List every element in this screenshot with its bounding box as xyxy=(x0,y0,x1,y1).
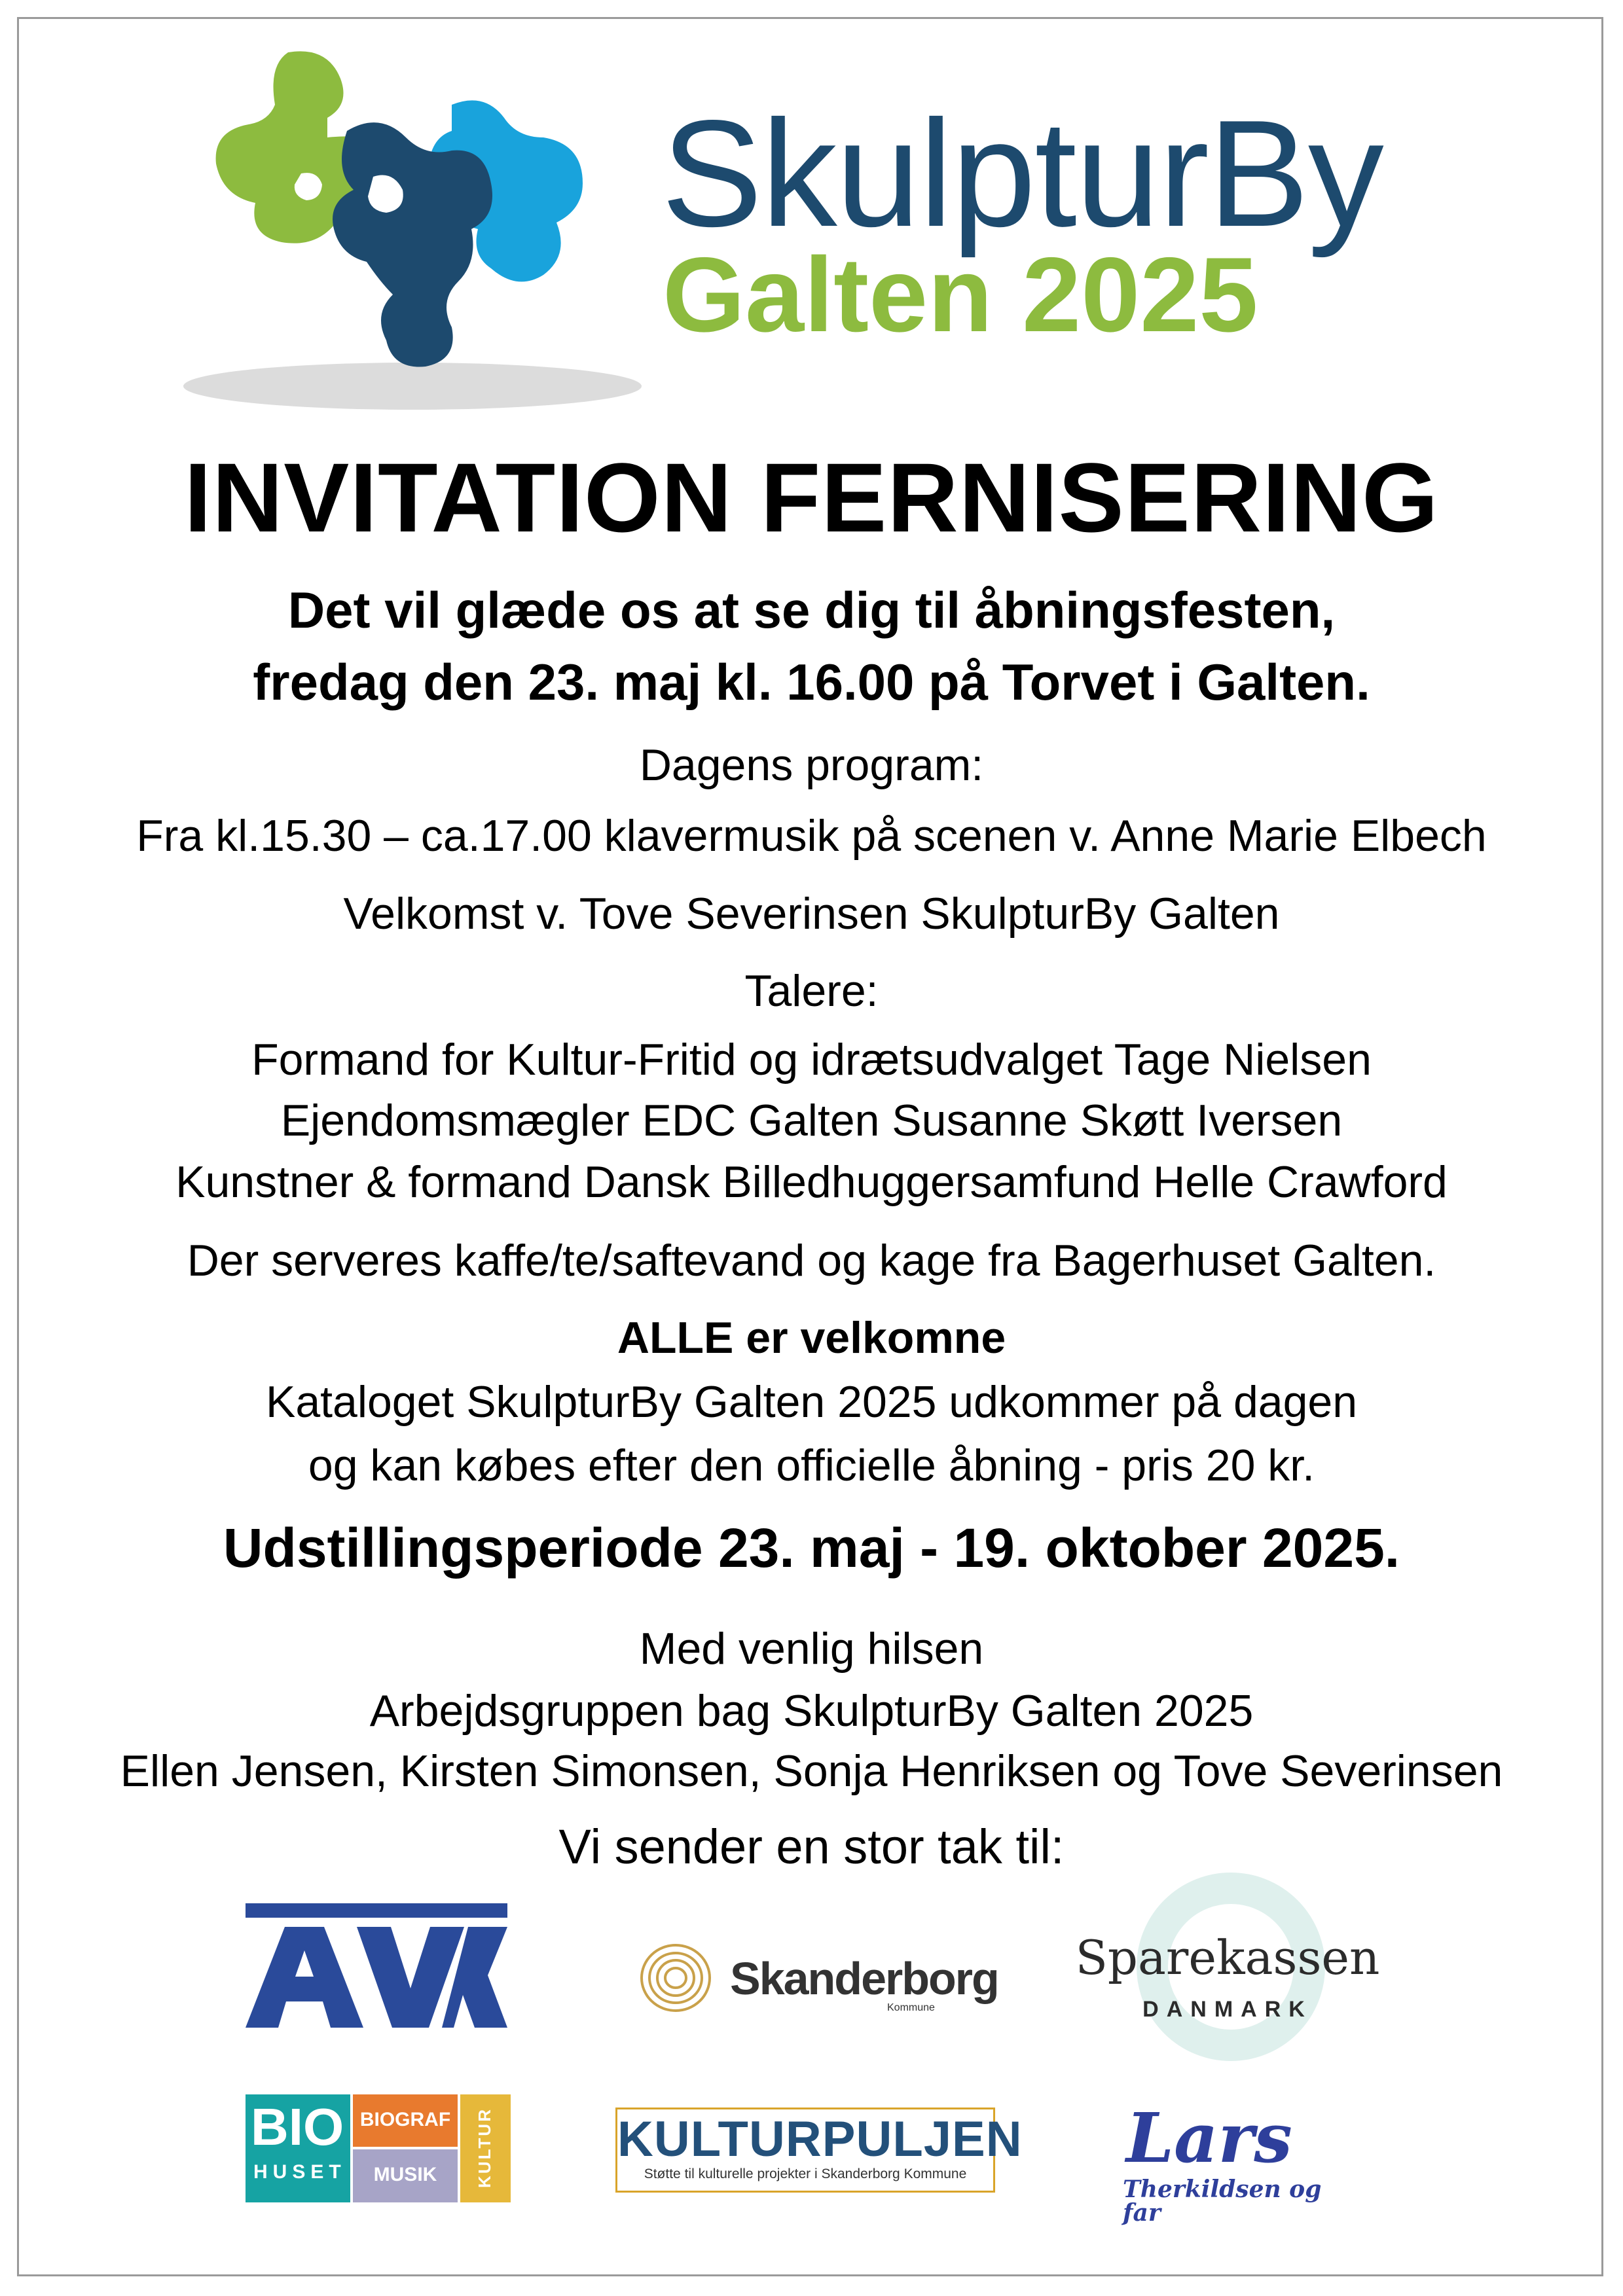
logo-title: SkulpturBy xyxy=(661,89,1383,259)
skanderborg-logo xyxy=(638,1937,998,2029)
catalog-line-1: Kataloget SkulpturBy Galten 2025 udkommer på dagen xyxy=(265,1377,1358,1427)
kulturpuljen-sub: Støtte til kulturelle projekter i Skanderborg Kommune xyxy=(644,2166,967,2181)
lars-name: Lars xyxy=(1126,2098,1292,2178)
program-welcome: Velkomst v. Tove Severinsen SkulpturBy Galten xyxy=(343,889,1280,939)
sparekassen-name: Sparekassen xyxy=(1075,1930,1380,1985)
speaker-1: Formand for Kultur-Fritid og idrætsudvalget Tage Nielsen xyxy=(251,1035,1372,1085)
avk-logo xyxy=(246,1903,507,2028)
speakers-heading: Talere: xyxy=(744,966,879,1016)
huset-label: HUSET xyxy=(253,2161,346,2183)
catalog-line-2: og kan købes efter den officielle åbning - pris 20 kr. xyxy=(308,1441,1315,1490)
kulturpuljen-logo xyxy=(615,2108,1023,2193)
musik-label: MUSIK xyxy=(373,2164,437,2185)
skanderborg-name: Skanderborg xyxy=(730,1953,998,2004)
welcome-all: ALLE er velkomne xyxy=(617,1313,1006,1363)
skulpturby-logo-mark xyxy=(177,39,648,419)
lars-logo xyxy=(1113,2098,1336,2227)
speaker-3: Kunstner & formand Dansk Billedhuggersamfund Helle Crawford xyxy=(175,1157,1448,1207)
speaker-2: Ejendomsmægler EDC Galten Susanne Skøtt Iversen xyxy=(280,1096,1343,1145)
refreshments: Der serveres kaffe/te/saftevand og kage fra Bagerhuset Galten. xyxy=(187,1236,1436,1285)
sparekassen-sub: DANMARK xyxy=(1142,1997,1313,2022)
sparekassen-logo xyxy=(1067,1869,1388,2065)
bio-label: BIO xyxy=(251,2098,344,2156)
closing-names: Ellen Jensen, Kirsten Simonsen, Sonja Henriksen og Tove Severinsen xyxy=(120,1746,1503,1796)
page-title: INVITATION FERNISERING xyxy=(184,442,1439,552)
program-music: Fra kl.15.30 – ca.17.00 klavermusik på scenen v. Anne Marie Elbech xyxy=(136,811,1487,861)
logo-subtitle: Galten 2025 xyxy=(663,236,1258,354)
fingerprint-icon xyxy=(638,1941,714,2016)
program-heading: Dagens program: xyxy=(639,740,984,790)
lars-sub: Therkildsen og far xyxy=(1123,2176,1322,2227)
avk-logo-mark xyxy=(246,1903,507,2028)
thanks-heading: Vi sender en stor tak til: xyxy=(558,1820,1065,1874)
kulturpuljen-name: KULTURPULJEN xyxy=(617,2111,1023,2167)
biograf-label: BIOGRAF xyxy=(359,2109,451,2130)
biohuset-logo xyxy=(246,2094,511,2202)
lead-line-1: Det vil glæde os at se dig til åbningsfesten, xyxy=(287,581,1336,639)
kultur-label: KULTUR xyxy=(475,2108,494,2188)
closing-group: Arbejdsgruppen bag SkulpturBy Galten 2025 xyxy=(369,1686,1254,1736)
lead-line-2: fredag den 23. maj kl. 16.00 på Torvet i Galten. xyxy=(253,653,1370,711)
exhibition-period: Udstillingsperiode 23. maj - 19. oktober 2025. xyxy=(223,1517,1400,1579)
skanderborg-sub: Kommune xyxy=(887,2002,935,2013)
closing-greeting: Med venlig hilsen xyxy=(639,1624,984,1674)
